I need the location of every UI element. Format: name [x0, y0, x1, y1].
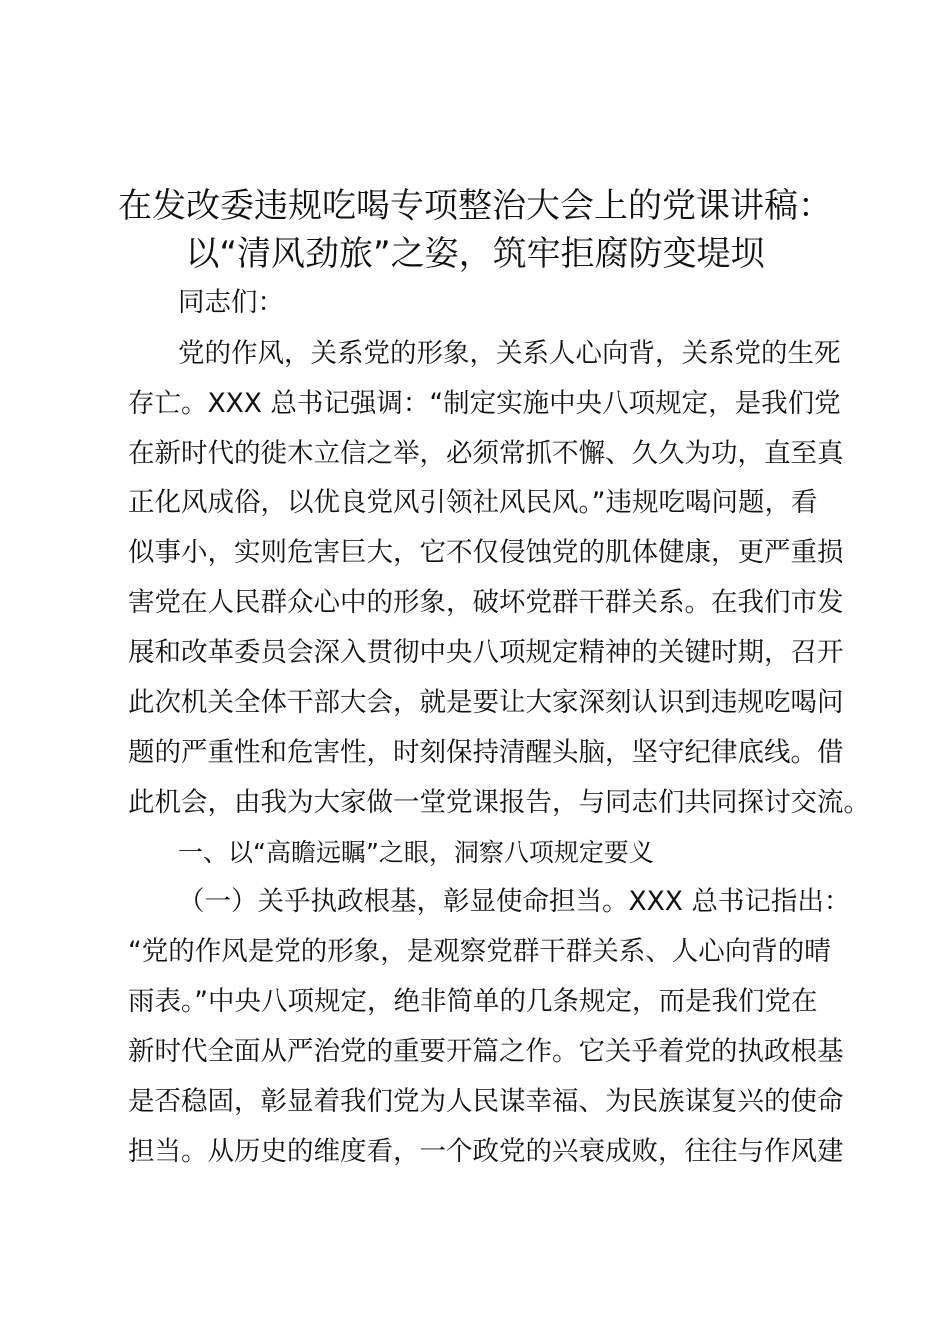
paragraph-line: 是否稳固，彰显着我们党为人民谋幸福、为民族谋复兴的使命	[128, 1086, 844, 1117]
paragraph-line: 似事小，实则危害巨大，它不仅侵蚀党的肌体健康，更严重损	[128, 537, 844, 568]
paragraph-line: 在新时代的徙木立信之举，必须常抓不懈、久久为功，直至真	[128, 438, 844, 469]
section-heading: 一、以“高瞻远瞩”之眼，洞察八项规定要义	[178, 838, 654, 867]
paragraph-line: 此机会，由我为大家做一堂党课报告，与同志们共同探讨交流。	[128, 787, 870, 818]
paragraph-line: 新时代全面从严治党的重要开篇之作。它关乎着党的执政根基	[128, 1036, 844, 1067]
paragraph-line: 题的严重性和危害性，时刻保持清醒头脑，坚守纪律底线。借	[128, 737, 844, 768]
paragraph-line: 担当。从历史的维度看，一个政党的兴衰成败，往往与作风建	[128, 1136, 844, 1167]
paragraph-line: 党的作风，关系党的形象，关系人心向背，关系党的生死	[178, 338, 841, 369]
paragraph-line: 雨表。”中央八项规定，绝非简单的几条规定，而是我们党在	[128, 986, 818, 1017]
paragraph-line: 此次机关全体干部大会，就是要让大家深刻认识到违规吃喝问	[128, 687, 844, 718]
document-title-line-2: 以“清风劲旅”之姿，筑牢拒腐防变堤坝	[185, 234, 765, 274]
paragraph-line: 害党在人民群众心中的形象，破坏党群干群关系。在我们市发	[128, 587, 844, 618]
paragraph-line: 正化风成俗，以优良党风引领社风民风。”违规吃喝问题，看	[128, 487, 818, 518]
paragraph-line: 存亡。XXX 总书记强调：“制定实施中央八项规定，是我们党	[128, 388, 841, 419]
document-title-line-1: 在发改委违规吃喝专项整治大会上的党课讲稿：	[118, 186, 832, 226]
salutation: 同志们：	[178, 287, 284, 318]
paragraph-line: （一）关乎执政根基，彰显使命担当。XXX 总书记指出：	[178, 886, 851, 917]
paragraph-line: 展和改革委员会深入贯彻中央八项规定精神的关键时期，召开	[128, 637, 844, 668]
paragraph-line: “党的作风是党的形象，是观察党群干群关系、人心向背的晴	[128, 936, 831, 967]
